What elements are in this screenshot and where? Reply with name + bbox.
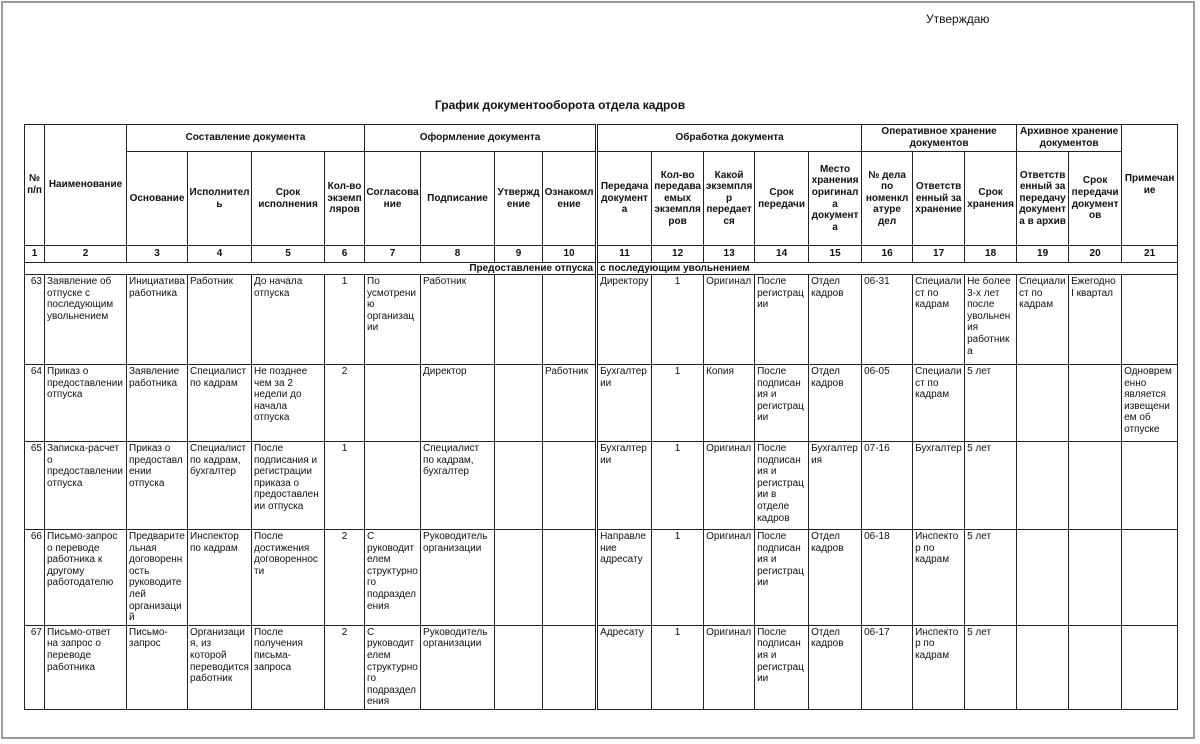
cell-basis: Инициатива работника: [127, 275, 188, 365]
cell-note: [1122, 275, 1178, 365]
column-number: 7: [365, 246, 421, 263]
group-oformlenie: Оформление документа: [365, 125, 597, 152]
cell-which-copy: Копия: [704, 365, 755, 442]
cell-transfer-copies: 1: [652, 530, 704, 626]
cell-approval: С руководителем структурного подразделения: [365, 625, 421, 709]
header-storage-responsible: Ответственный за хранение: [913, 152, 965, 246]
cell-number: 67: [25, 625, 45, 709]
cell-copies: 2: [325, 530, 365, 626]
cell-number: 64: [25, 365, 45, 442]
cell-acquaintance: [543, 442, 597, 530]
cell-archive-responsible: [1017, 625, 1069, 709]
column-number: 11: [597, 246, 652, 263]
cell-note: Одновременно является извещением об отпуске: [1122, 365, 1178, 442]
cell-acquaintance: Работник: [543, 365, 597, 442]
cell-storage-term: 5 лет: [965, 365, 1017, 442]
cell-number: 66: [25, 530, 45, 626]
header-which-copy: Какой экземпляр передается: [704, 152, 755, 246]
cell-confirmation: [495, 365, 543, 442]
cell-approval: [365, 365, 421, 442]
cell-signing: Руководитель организации: [421, 530, 495, 626]
cell-archive-deadline: Ежегодно I квартал: [1069, 275, 1122, 365]
column-number: 5: [252, 246, 325, 263]
cell-basis: Заявление работника: [127, 365, 188, 442]
cell-basis: Предварительная договоренность руководителей организаций: [127, 530, 188, 626]
cell-storage-responsible: Бухгалтер: [913, 442, 965, 530]
cell-signing: Специалист по кадрам, бухгалтер: [421, 442, 495, 530]
cell-transfer-deadline: После подписания и регистрации: [755, 530, 809, 626]
group-operativnoe: Оперативное хранение документов: [862, 125, 1017, 152]
header-transfer-copies: Кол-во передаваемых экземпляров: [652, 152, 704, 246]
cell-executor: Специалист по кадрам: [188, 365, 252, 442]
cell-signing: Директор: [421, 365, 495, 442]
cell-approval: По усмотрению организации: [365, 275, 421, 365]
column-number: 15: [809, 246, 862, 263]
cell-deadline: До начала отпуска: [252, 275, 325, 365]
column-number: 9: [495, 246, 543, 263]
column-number: 20: [1069, 246, 1122, 263]
cell-storage-term: 5 лет: [965, 530, 1017, 626]
cell-transfer-copies: 1: [652, 442, 704, 530]
cell-deadline: Не позднее чем за 2 недели до начала отпуска: [252, 365, 325, 442]
cell-storage-responsible: Инспектор по кадрам: [913, 625, 965, 709]
table-row: [25, 275, 1178, 365]
column-number: 4: [188, 246, 252, 263]
cell-copies: 2: [325, 625, 365, 709]
cell-copies: 1: [325, 442, 365, 530]
column-number: 3: [127, 246, 188, 263]
header-transfer-deadline: Срок передачи: [755, 152, 809, 246]
cell-archive-deadline: [1069, 365, 1122, 442]
cell-transfer: Направление адресату: [597, 530, 652, 626]
cell-case-number: 06-31: [862, 275, 913, 365]
column-number: 6: [325, 246, 365, 263]
cell-deadline: После подписания и регистрации приказа о предоставлении отпуска: [252, 442, 325, 530]
cell-copies: 1: [325, 275, 365, 365]
cell-storage-place: Бухгалтерия: [809, 442, 862, 530]
cell-storage-responsible: Специалист по кадрам: [913, 275, 965, 365]
table-row: [25, 365, 1178, 442]
cell-archive-responsible: [1017, 442, 1069, 530]
header-basis: Основание: [127, 152, 188, 246]
column-number: 2: [45, 246, 127, 263]
header-number: № п/п: [25, 125, 45, 246]
cell-deadline: После получения письма-запроса: [252, 625, 325, 709]
cell-storage-term: Не более 3-х лет после увольнения работника: [965, 275, 1017, 365]
section-title-left: Предоставление отпуска: [25, 263, 597, 275]
cell-transfer: Бухгалтерии: [597, 442, 652, 530]
cell-approval: [365, 442, 421, 530]
cell-basis: Письмо-запрос: [127, 625, 188, 709]
cell-case-number: 06-18: [862, 530, 913, 626]
cell-transfer: Директору: [597, 275, 652, 365]
header-storage-term: Срок хранения: [965, 152, 1017, 246]
cell-storage-term: 5 лет: [965, 625, 1017, 709]
cell-note: [1122, 625, 1178, 709]
cell-copies: 2: [325, 365, 365, 442]
column-number: 12: [652, 246, 704, 263]
cell-storage-place: Отдел кадров: [809, 365, 862, 442]
cell-deadline: После достижения договоренности: [252, 530, 325, 626]
cell-executor: Организация, из которой переводится работник: [188, 625, 252, 709]
cell-confirmation: [495, 530, 543, 626]
column-number: 21: [1122, 246, 1178, 263]
cell-confirmation: [495, 442, 543, 530]
header-storage-place: Место хранения оригинала документа: [809, 152, 862, 246]
column-number: 14: [755, 246, 809, 263]
group-sostavlenie: Составление документа: [127, 125, 365, 152]
cell-case-number: 06-05: [862, 365, 913, 442]
cell-confirmation: [495, 275, 543, 365]
cell-which-copy: Оригинал: [704, 625, 755, 709]
cell-name: Приказ о предоставлении отпуска: [45, 365, 127, 442]
cell-storage-responsible: Инспектор по кадрам: [913, 530, 965, 626]
cell-transfer-deadline: После регистрации: [755, 275, 809, 365]
cell-transfer-deadline: После подписания и регистрации: [755, 625, 809, 709]
header-copies: Кол-во экземпляров: [325, 152, 365, 246]
cell-number: 65: [25, 442, 45, 530]
header-archive-deadline: Срок передачи документов: [1069, 152, 1122, 246]
column-number: 1: [25, 246, 45, 263]
header-confirmation: Утверждение: [495, 152, 543, 246]
page-title: График документооборота отдела кадров: [434, 98, 686, 112]
group-obrabotka: Обработка документа: [597, 125, 862, 152]
header-deadline: Срок исполнения: [252, 152, 325, 246]
cell-note: [1122, 442, 1178, 530]
group-arhivnoe: Архивное хранение документов: [1017, 125, 1122, 152]
cell-transfer: Адресату: [597, 625, 652, 709]
approval-label: Утверждаю: [926, 12, 990, 26]
document-flow-table: [24, 124, 1178, 710]
cell-acquaintance: [543, 275, 597, 365]
cell-number: 63: [25, 275, 45, 365]
cell-storage-term: 5 лет: [965, 442, 1017, 530]
cell-archive-responsible: [1017, 530, 1069, 626]
cell-archive-responsible: Специалист по кадрам: [1017, 275, 1069, 365]
cell-approval: С руководителем структурного подразделения: [365, 530, 421, 626]
cell-transfer-copies: 1: [652, 365, 704, 442]
cell-acquaintance: [543, 625, 597, 709]
cell-acquaintance: [543, 530, 597, 626]
header-transfer: Передача документа: [597, 152, 652, 246]
cell-executor: Работник: [188, 275, 252, 365]
cell-case-number: 07-16: [862, 442, 913, 530]
cell-storage-responsible: Специалист по кадрам: [913, 365, 965, 442]
cell-name: Записка-расчет о предоставлении отпуска: [45, 442, 127, 530]
column-number: 13: [704, 246, 755, 263]
cell-basis: Приказ о предоставлении отпуска: [127, 442, 188, 530]
cell-storage-place: Отдел кадров: [809, 625, 862, 709]
header-acquaintance: Ознакомление: [543, 152, 597, 246]
cell-archive-deadline: [1069, 442, 1122, 530]
header-case-number: № дела по номенклатуре дел: [862, 152, 913, 246]
header-executor: Исполнитель: [188, 152, 252, 246]
cell-storage-place: Отдел кадров: [809, 530, 862, 626]
column-number: 10: [543, 246, 597, 263]
cell-storage-place: Отдел кадров: [809, 275, 862, 365]
cell-executor: Инспектор по кадрам: [188, 530, 252, 626]
column-number: 17: [913, 246, 965, 263]
table-row: [25, 530, 1178, 626]
section-title-right: с последующим увольнением: [597, 263, 1178, 275]
cell-signing: Руководитель организации: [421, 625, 495, 709]
header-signing: Подписание: [421, 152, 495, 246]
cell-transfer-copies: 1: [652, 625, 704, 709]
table-row: [25, 625, 1178, 709]
cell-which-copy: Оригинал: [704, 442, 755, 530]
cell-signing: Работник: [421, 275, 495, 365]
header-archive-responsible: Ответственный за передачу документа в архив: [1017, 152, 1069, 246]
column-number: 16: [862, 246, 913, 263]
header-note: Примечание: [1122, 125, 1178, 246]
cell-which-copy: Оригинал: [704, 530, 755, 626]
cell-transfer-copies: 1: [652, 275, 704, 365]
cell-name: Письмо-ответ на запрос о переводе работника: [45, 625, 127, 709]
cell-name: Письмо-запрос о переводе работника к другому работодателю: [45, 530, 127, 626]
cell-case-number: 06-17: [862, 625, 913, 709]
header-approval: Согласование: [365, 152, 421, 246]
cell-archive-responsible: [1017, 365, 1069, 442]
header-name: Наименование: [45, 125, 127, 246]
cell-archive-deadline: [1069, 625, 1122, 709]
cell-confirmation: [495, 625, 543, 709]
column-number: 8: [421, 246, 495, 263]
cell-transfer-deadline: После подписания и регистрации в отделе кадров: [755, 442, 809, 530]
cell-executor: Специалист по кадрам, бухгалтер: [188, 442, 252, 530]
cell-name: Заявление об отпуске с последующим увольнением: [45, 275, 127, 365]
table-row: [25, 442, 1178, 530]
cell-archive-deadline: [1069, 530, 1122, 626]
column-number: 19: [1017, 246, 1069, 263]
cell-note: [1122, 530, 1178, 626]
cell-which-copy: Оригинал: [704, 275, 755, 365]
cell-transfer-deadline: После подписания и регистрации: [755, 365, 809, 442]
cell-transfer: Бухгалтерии: [597, 365, 652, 442]
column-number: 18: [965, 246, 1017, 263]
